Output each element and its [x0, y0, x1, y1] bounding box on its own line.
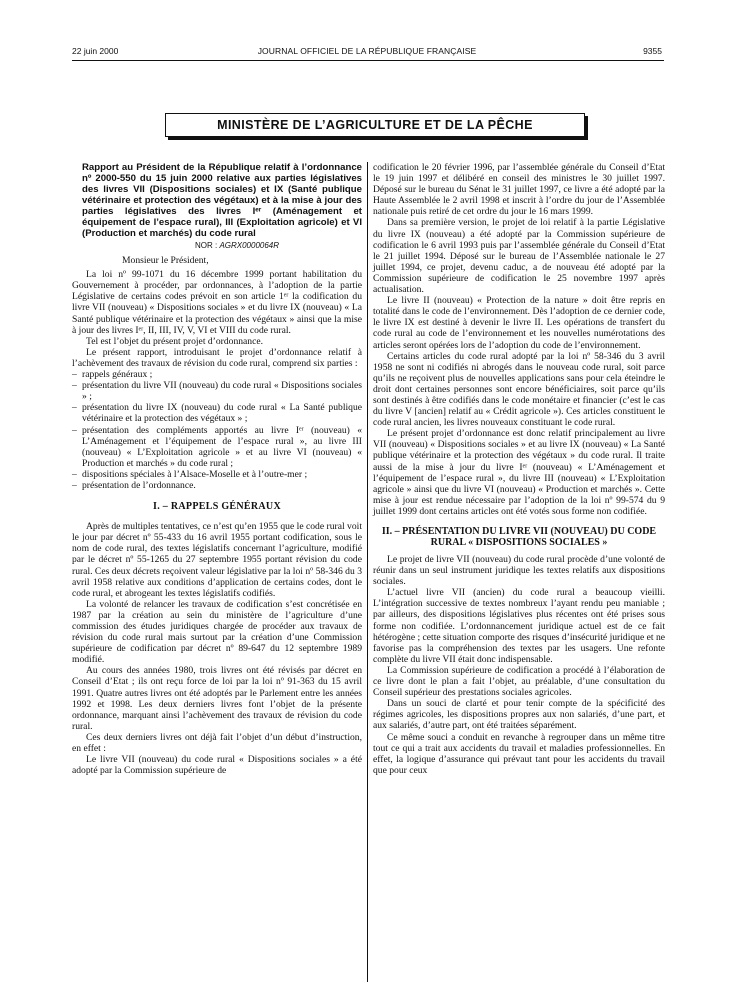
right-column [373, 162, 665, 776]
column-divider [367, 162, 368, 982]
paragraph: Le livre VII (nouveau) du code rural « Dispositions sociales » a été adopté par la Commission supérieure de [72, 754, 362, 777]
list-item: – présentation de l’ordonnance. [72, 480, 362, 491]
list-item: – présentation du livre IX (nouveau) du code rural « La Santé publique vétérinaire et la protection des végétaux » ; [72, 402, 362, 424]
salutation: Monsieur le Président, [122, 255, 209, 267]
nor-label: NOR : [194, 241, 218, 250]
paragraph: La Commission supérieure de codification a procédé à l’élaboration de ce livre dont le plan a fait l’objet, au préalable, d’une consultation du Conseil supérieur des prestations sociales agricoles. [373, 664, 665, 699]
left-column [72, 162, 362, 776]
paragraph: Dans sa première version, le projet de loi relatif à la partie Législative du livre IX (nouveau) a été adopté par la Commission supérieure de codification le 6 avril 1993 puis par l’assemblée générale du Conseil d’Etat le 21 juillet 1994. Déposé sur le bureau de l’Assemblée nationale le 27 juillet 1994, ce projet, devenu caduc, a de nouveau été adopté par la Commission supérieure de codification le 25 novembre 1997 après actualisation. [373, 217, 665, 296]
ministry-title: MINISTÈRE DE L’AGRICULTURE ET DE LA PÊCHE [217, 118, 533, 132]
nor-reference [112, 240, 362, 251]
paragraph: Tel est l’objet du présent projet d’ordonnance. [86, 335, 264, 347]
section-heading: I. – RAPPELS GÉNÉRAUX [153, 501, 281, 513]
issue-date: 22 juin 2000 [72, 46, 119, 56]
paragraph: La loi nº 99-1071 du 16 décembre 1999 portant habilitation du Gouvernement à procéder, par ordonnances, à l’adoption de la partie Législative de certains codes prévoit en son article 1ᵉʳ la codification du livre VII (nouveau) « Dispositions sociales » et du livre IX (nouveau) « La Santé publique vétérinaire et la protection des végétaux » ainsi que la mise à jour des livres Iᵉʳ, II, III, IV, V, VI et VIII du code rural. [72, 269, 362, 336]
paragraph: Le projet de livre VII (nouveau) du code rural procède d’une volonté de réunir dans un seul instrument juridique les textes relatifs aux dispositions sociales. [373, 554, 665, 588]
header-rule [72, 60, 664, 61]
nor-code: AGRX0000064R [219, 241, 280, 250]
list-item: – présentation du livre VII (nouveau) du code rural « Dispositions sociales » ; [72, 380, 362, 402]
paragraph: Après de multiples tentatives, ce n’est qu’en 1955 que le code rural voit le jour par décret nº 55-433 du 16 avril 1955 portant codification, sous le nom de code rural, des textes législatifs concernant l’agriculture, modifié par le décret nº 55-1265 du 27 septembre 1955 portant révision du code rural. Ces deux décrets reçoivent valeur législative par la loi nº 58-346 du 3 avril 1958 relative aux conditions d’application de certains codes, dont le code rural, et abrogeant les textes législatifs codifiés. [72, 521, 362, 599]
list-item: – présentation des compléments apportés au livre Iᵉʳ (nouveau) « L’Aménagement et l’équipement de l’espace rural », au livre III (nouveau) « L’Exploitation agricole » et au livre VI (nouveau) « Production et marchés » du code rural ; [72, 425, 362, 469]
list-item: – rappels généraux ; [72, 369, 362, 380]
paragraph: Au cours des années 1980, trois livres ont été révisés par décret en Conseil d’Etat ; ils ont reçu force de loi par la loi nº 91-363 du 15 avril 1991. Quatre autres livres ont été adoptés par le Parlement entre les années 1992 et 1998. Les deux derniers livres font l’objet de la présente ordonnance, marquant ainsi l’achèvement des travaux de révision du code rural. [72, 665, 362, 732]
section-heading: II. – PRÉSENTATION DU LIVRE VII (NOUVEAU) DU CODE RURAL « DISPOSITIONS SOCIALES » [381, 526, 657, 548]
paragraph: Dans un souci de clarté et pour tenir compte de la spécificité des régimes agricoles, les dispositions propres aux non salariés, d’une part, et aux salariés, d’autre part, ont été traitées séparément. [373, 698, 665, 732]
paragraph: Ces deux derniers livres ont déjà fait l’objet d’un début d’instruction, en effet : [72, 731, 362, 755]
paragraph: Le présent projet d’ordonnance est donc relatif principalement au livre VII (nouveau) « Dispositions sociales » et au livre IX (nouveau) « La Santé publique vétérinaire et la protection des végétaux » du code rural. Il traite aussi de la mise à jour du livre Iᵉʳ (nouveau) « L’Aménagement et l’équipement de l’espace rural », du livre III (nouveau) « L’Exploitation agricole » ainsi que du livre VI (nouveau) « Production et marchés ». Cette mise à jour est rendue nécessaire par l’adoption de la loi nº 99-574 du 9 juillet 1999 dont certains articles ont été votés sous forme non codifiée. [373, 428, 665, 517]
page-header [72, 44, 662, 60]
parts-list [72, 369, 362, 491]
paragraph: Ce même souci a conduit en revanche à regrouper dans un même titre tout ce qui a trait aux accidents du travail et maladies professionnelles. En effet, la logique d’assurance qui prévaut tant pour les accidents du travail que pour ceux [373, 731, 665, 776]
paragraph: codification le 20 février 1996, par l’assemblée générale du Conseil d’Etat le 19 juin 1997 et délibéré en conseil des ministres le 30 juillet 1997. Déposé sur le bureau du Sénat le 31 juillet 1997, ce livre a été adopté par la Haute Assemblée le 2 avril 1998 et inscrit à l’ordre du jour de l’Assemblée nationale puis retiré de cet ordre du jour le 16 mars 1999. [373, 162, 665, 218]
paragraph: Le livre II (nouveau) « Protection de la nature » doit être repris en totalité dans le code de l’environnement. Dès l’adoption de ce dernier code, le livre IX est destiné à devenir le livre II. Les opérations de transfert du code rural au code de l’environnement et les nouvelles numérotations des articles seront opérées lors de l’adoption du code de l’environnement. [373, 295, 665, 351]
ministry-banner [165, 113, 585, 137]
paragraph: La volonté de relancer les travaux de codification s’est concrétisée en 1987 par la création au sein du ministère de l’agriculture d’une commission des études juridiques chargée de procéder aux travaux de révision du code rural mais surtout par la création d’une Commission supérieure de codification par décret nº 89-647 du 12 septembre 1989 modifié. [72, 598, 362, 666]
list-item: – dispositions spéciales à l’Alsace-Moselle et à l’outre-mer ; [72, 469, 362, 480]
paragraph: L’actuel livre VII (ancien) du code rural a beaucoup vieilli. L’intégration successive de textes nombreux l’ayant rendu peu maniable ; par ailleurs, des dispositions législatives plus récentes ont été prises sous forme non codifiée. L’ordonnancement juridique actuel est de ce fait hétérogène ; cette situation comporte des risques d’insécurité juridique et ne favorise pas la compréhension des textes par les usagers. Une refonte complète du livre VII était donc indispensable. [373, 587, 665, 665]
paragraph: Le présent rapport, introduisant le projet d’ordonnance relatif à l’achèvement des travaux de révision du code rural, comprend six parties : [72, 346, 362, 369]
paragraph: Certains articles du code rural adopté par la loi nº 58-346 du 3 avril 1958 ne sont ni codifiés ni abrogés dans le nouveau code rural, soit parce qu’ils ne reçoivent plus de nouvelles applications sans pour cela éteindre le droit dont certaines personnes sont encore bénéficiaires, soit parce qu’ils sont destinés à être codifiés dans le code monétaire et financier (c’est le cas du livre V [ancien] relatif au « Crédit agricole »). Ces articles constituent le code rural ancien, les livres nouveaux constituant le code rural. [373, 350, 665, 429]
report-title: Rapport au Président de la République relatif à l’ordonnance nº 2000-550 du 15 juin 2000 relative aux parties législatives des livres VII (Dispositions sociales) et IX (Santé publique vétérinaire et protection des végétaux) et à la mise à jour des parties législatives des livres Iᵉʳ (Aménagement et équipement de l’espace rural), III (Exploitation agricole) et VI (Production et marchés) du code rural [82, 162, 362, 239]
page-number: 9355 [643, 46, 662, 56]
journal-title: JOURNAL OFFICIEL DE LA RÉPUBLIQUE FRANÇAISE [257, 46, 477, 56]
